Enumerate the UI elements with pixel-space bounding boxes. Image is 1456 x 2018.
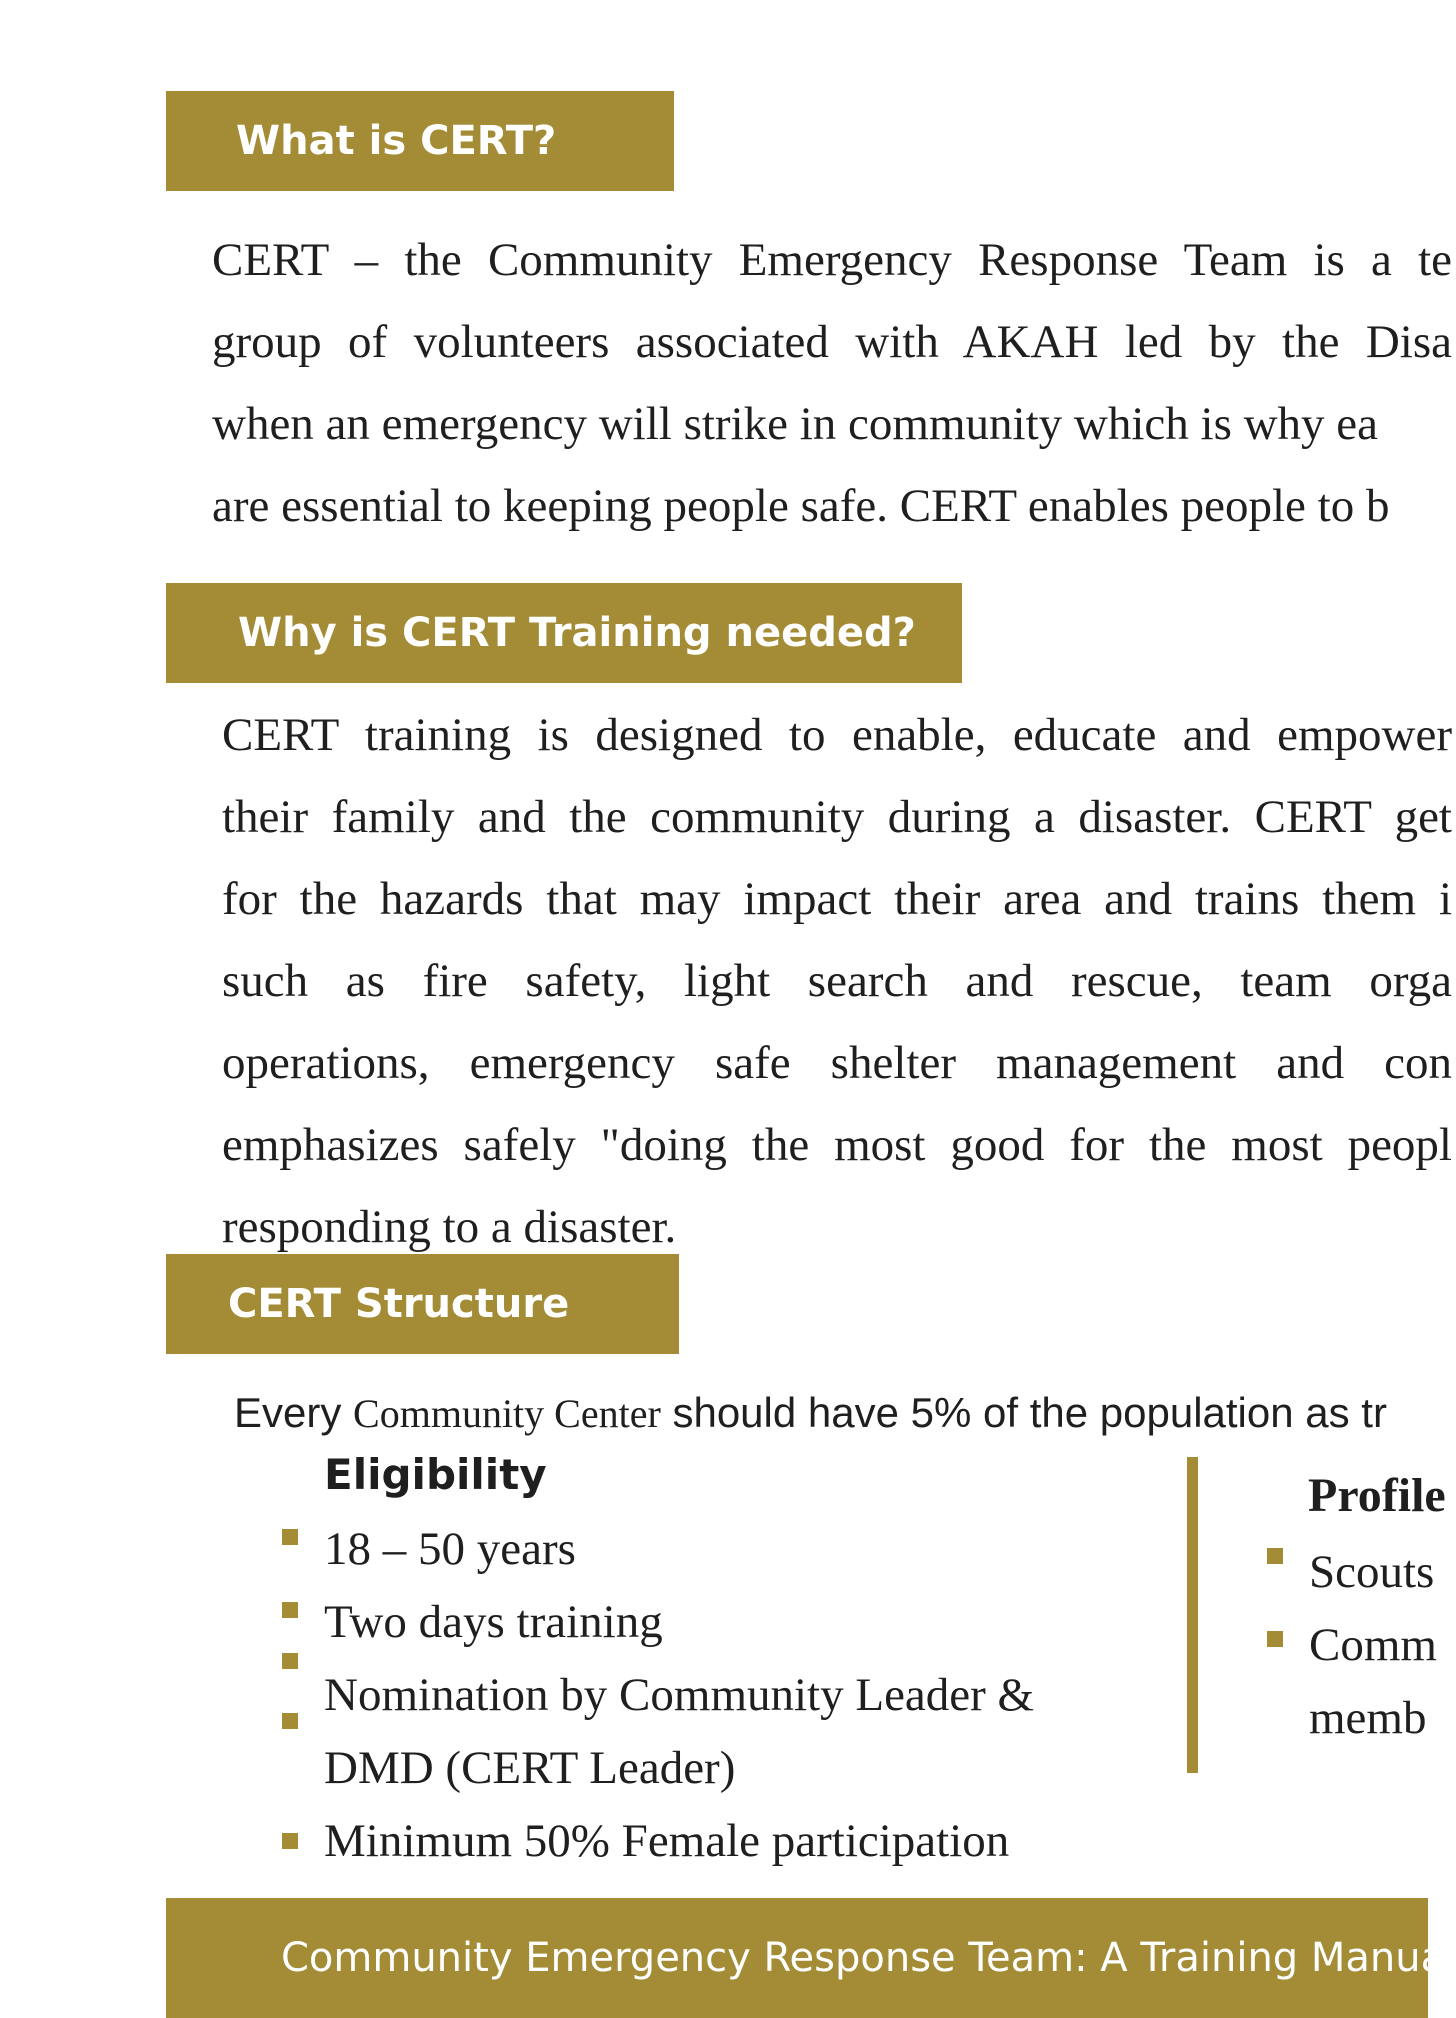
paragraph-line: such as fire safety, light search and rescue, team orga [222,955,1452,1007]
paragraph-line: responding to a disaster. [222,1201,677,1253]
list-item [1267,1536,1437,1609]
list-item-text: Nomination by Community Leader & [324,1669,1035,1721]
bullet-square-icon [1267,1631,1283,1647]
list-item [282,1805,1034,1878]
column-divider [1187,1457,1198,1773]
footer-banner [166,1898,1456,2018]
list-item-text: 18 – 50 years [324,1523,576,1575]
list-item-text: Comm [1309,1619,1437,1671]
paragraph-line: for the hazards that may impact their area and trains them i [222,873,1452,925]
list-item [282,1513,1034,1586]
list-item [1267,1682,1437,1755]
bullet-square-icon [1267,1548,1283,1564]
intro-suffix: should have 5% of the population as tr [660,1389,1387,1436]
list-item-text: memb [1309,1692,1427,1744]
intro-community-center: Community Center [353,1391,661,1436]
list-item-text: Scouts [1309,1546,1435,1598]
paragraph-line: group of volunteers associated with AKAH led by the Disa [212,316,1452,368]
eligibility-list [282,1513,1034,1878]
bullet-square-icon [282,1529,298,1545]
list-item [282,1732,1034,1805]
paragraph-line: CERT – the Community Emergency Response Team is a te [212,234,1452,286]
profile-list [1267,1536,1437,1755]
what-is-cert-paragraph [212,219,1452,547]
paragraph-line: emphasizes safely "doing the most good for the most peopl [222,1119,1452,1171]
list-item [282,1659,1034,1732]
bullet-square-icon [282,1602,298,1618]
paragraph-line: their family and the community during a disaster. CERT get [222,791,1452,843]
paragraph-line: CERT training is designed to enable, educate and empower [222,709,1452,761]
list-item-text: Minimum 50% Female participation [324,1815,1010,1867]
bullet-square-icon [282,1833,298,1849]
section-heading-cert-structure: CERT Structure [166,1254,679,1354]
list-item-text: Two days training [324,1596,663,1648]
footer-text: Community Emergency Response Team: A Training Manual [281,1935,1456,1981]
paragraph-line: operations, emergency safe shelter management and con [222,1037,1452,1089]
bullet-square-icon [282,1653,298,1669]
profile-title: Profile [1308,1469,1446,1522]
list-item [1267,1609,1437,1682]
list-item [282,1586,1034,1659]
eligibility-title: Eligibility [324,1450,547,1499]
section-heading-why-training: Why is CERT Training needed? [166,583,962,683]
list-item-text: DMD (CERT Leader) [324,1742,736,1794]
structure-intro [234,1378,1428,1449]
paragraph-line: when an emergency will strike in community which is why ea [212,398,1379,450]
intro-prefix: Every [234,1389,354,1436]
why-training-paragraph [222,694,1452,1268]
bullet-square-icon [282,1713,298,1729]
paragraph-line: are essential to keeping people safe. CERT enables people to b [212,480,1390,532]
section-heading-what-is-cert: What is CERT? [166,91,674,191]
